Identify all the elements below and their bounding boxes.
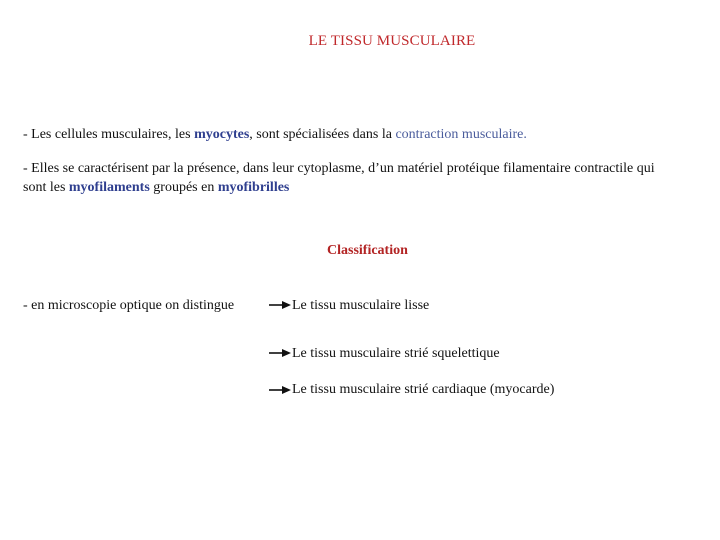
right-arrow-icon	[269, 348, 291, 358]
paragraph-2-text-b: groupés en	[149, 180, 218, 195]
term-myocytes: myocytes	[194, 127, 250, 142]
paragraph-1-text-a: - Les cellules musculaires, les	[23, 127, 195, 142]
right-arrow-icon	[269, 385, 291, 395]
right-arrow-icon	[269, 300, 291, 310]
classification-intro: - en microscopie optique on distingue	[23, 298, 235, 313]
term-myofibrilles: myofibrilles	[217, 180, 290, 195]
paragraph-1-text-b: , sont spécialisées dans la	[249, 127, 396, 142]
paragraph-myocytes	[23, 125, 663, 144]
classification-item-lisse: Le tissu musculaire lisse	[292, 298, 430, 313]
paragraph-myofilaments	[23, 159, 663, 197]
classification-item-squelettique: Le tissu musculaire strié squelettique	[292, 346, 500, 361]
page-title-text: LE TISSU MUSCULAIRE	[308, 33, 476, 49]
term-myofilaments: myofilaments	[68, 180, 150, 195]
paragraph-2-text-a: - Elles se caractérisent par la présence, dans leur cytoplasme, d’un matériel protéique filamentaire contractile qui sont les	[23, 161, 655, 195]
page-title	[0, 33, 720, 50]
term-contraction: contraction musculaire.	[395, 127, 527, 142]
classification-heading: Classification	[327, 243, 408, 258]
classification-item-cardiaque: Le tissu musculaire strié cardiaque (myocarde)	[292, 382, 555, 397]
